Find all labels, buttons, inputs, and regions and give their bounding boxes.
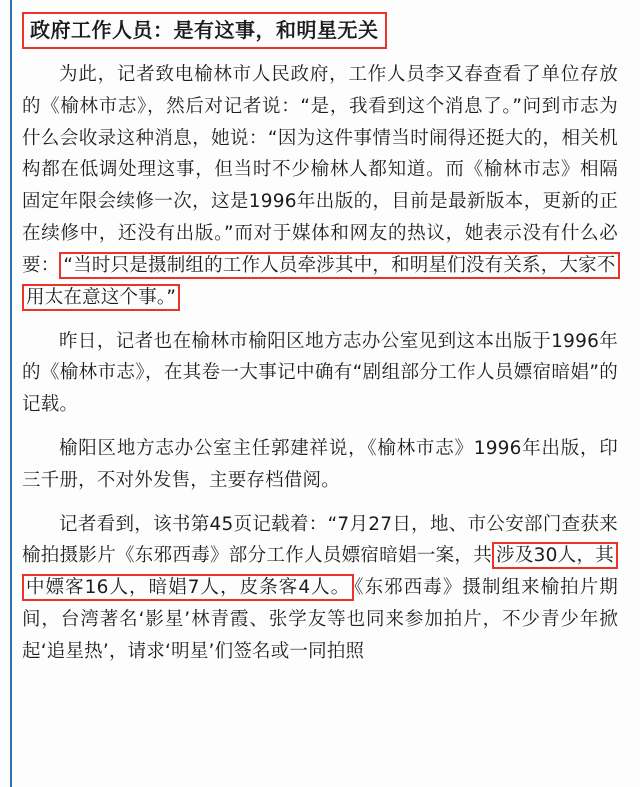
- paragraph-4-highlight: 涉及30人，其中嫖客16人，暗娼7人，皮条客4人。: [22, 542, 618, 601]
- paragraph-4-text-lead: 记者看到，该书第45页记载着：“7月27日，地、市公安部门查获来榆拍摄影片《东邪西毒》部分工作人员嫖宿暗娼一案，共: [22, 513, 618, 567]
- paragraph-1-text: 为此，记者致电榆林市人民政府，工作人员李又春查看了单位存放的《榆林市志》，然后对记者说：“是，我看到这个消息了。”问到市志为什么会收录这种消息，她说：“因为这件事情当时闹得还挺大的，相关机构都在低调处理这事，但当时不少榆林人都知道。而《榆林市志》相隔固定年限会续修一次，这是1996年出版的，目前是最新版本，更新的正在续修中，还没有出版。”而对于媒体和网友的热议，她表示没有什么必要：: [22, 64, 618, 276]
- left-margin-rule: [10, 0, 12, 787]
- paragraph-1: [22, 59, 618, 314]
- paragraph-3-text: 榆阳区地方志办公室主任郭建祥说，《榆林市志》1996年出版，印三千册，不对外发售，主要存档借阅。: [22, 437, 618, 491]
- paragraph-1-highlight: “当时只是摄制组的工作人员牵涉其中，和明星们没有关系，大家不用太在意这个事。”: [22, 252, 620, 311]
- paragraph-2: [22, 326, 618, 421]
- paragraph-4: [22, 509, 618, 668]
- section-heading: 政府工作人员：是有这事，和明星无关: [30, 18, 379, 42]
- section-heading-box: [22, 12, 387, 49]
- paragraph-3: [22, 433, 618, 497]
- paragraph-4-text-tail: 《东邪西毒》摄制组来榆拍片期间，台湾著名‘影星’林青霞、张学友等也同来参加拍片，不少青少年掀起‘追星热’，请求‘明星’们签名或一同拍照: [22, 577, 618, 662]
- paragraph-2-text: 昨日，记者也在榆林市榆阳区地方志办公室见到这本出版于1996年的《榆林市志》，在其卷一大事记中确有“剧组部分工作人员嫖宿暗娼”的记载。: [22, 330, 618, 416]
